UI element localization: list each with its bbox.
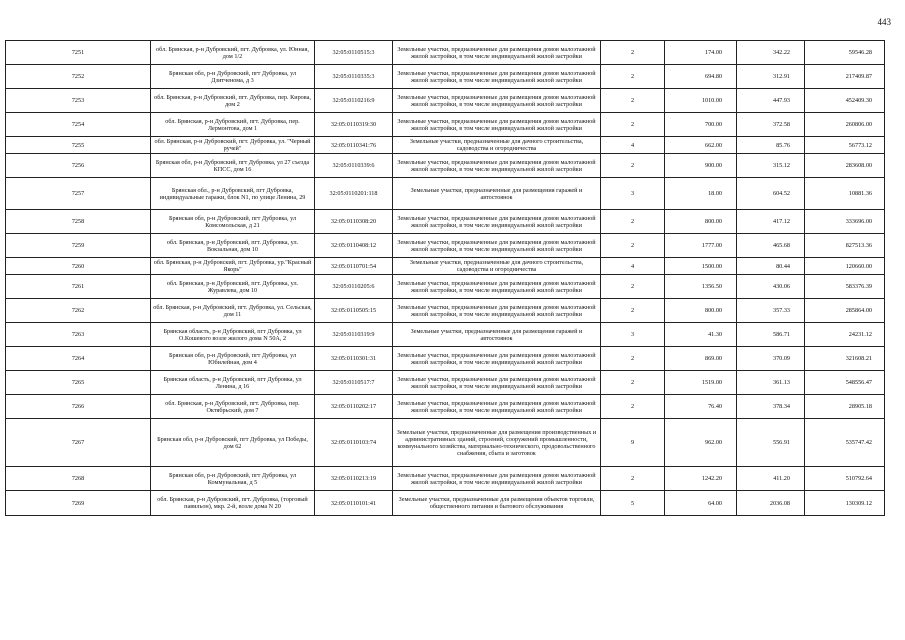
area-cell: 18.00 (665, 178, 737, 210)
category-cell: 5 (601, 491, 665, 516)
land-use-cell: Земельные участки, предназначенные для дачного строительства, садоводства и огородничества (393, 137, 601, 154)
cadastral-value-cell: 548556.47 (805, 371, 885, 395)
address-cell: Брянская область, р-н Дубровский, пгт Дубровка, ул О.Кошевого возле жилого дома N 50А, 2 (151, 323, 315, 347)
address-cell: обл. Брянская, р-н Дубровский, пгт. Дубровка, пер. Кирова, дом 2 (151, 89, 315, 113)
land-use-cell: Земельные участки, предназначенные для размещения домов малоэтажной жилой застройки, в том числе индивидуальной жилой застройки (393, 113, 601, 137)
row-number: 7251 (6, 41, 151, 65)
cadastral-value-cell: 59546.28 (805, 41, 885, 65)
table-row (6, 154, 885, 178)
specific-value-cell: 604.52 (737, 178, 805, 210)
address-cell: обл. Брянская, р-н Дубровский, пгт. Дубровка, пер. Октябрьский, дом 7 (151, 395, 315, 419)
area-cell: 662.00 (665, 137, 737, 154)
cadastral-value-cell: 24231.12 (805, 323, 885, 347)
specific-value-cell: 312.91 (737, 65, 805, 89)
land-use-cell: Земельные участки, предназначенные для размещения домов малоэтажной жилой застройки, в том числе индивидуальной жилой застройки (393, 41, 601, 65)
row-number: 7264 (6, 347, 151, 371)
specific-value-cell: 430.06 (737, 275, 805, 299)
specific-value-cell: 361.13 (737, 371, 805, 395)
table-row (6, 258, 885, 275)
specific-value-cell: 315.12 (737, 154, 805, 178)
cadastral-value-cell: 535747.42 (805, 419, 885, 467)
row-number: 7257 (6, 178, 151, 210)
area-cell: 800.00 (665, 299, 737, 323)
address-cell: Брянская обл., р-н Дубровский, пгт Дубровка, индивидуальные гаражи, блок N1, по улице Ленина, 29 (151, 178, 315, 210)
cadastral-number-cell: 32:05:0110517:7 (315, 371, 393, 395)
specific-value-cell: 378.34 (737, 395, 805, 419)
cadastral-value-cell: 56773.12 (805, 137, 885, 154)
category-cell: 2 (601, 113, 665, 137)
cadastral-value-cell: 10881.36 (805, 178, 885, 210)
row-number: 7268 (6, 467, 151, 491)
category-cell: 4 (601, 258, 665, 275)
area-cell: 900.00 (665, 154, 737, 178)
category-cell: 2 (601, 89, 665, 113)
cadastral-value-cell: 452409.30 (805, 89, 885, 113)
table-row (6, 323, 885, 347)
table-row (6, 89, 885, 113)
cadastral-number-cell: 32:05:0110201:118 (315, 178, 393, 210)
specific-value-cell: 342.22 (737, 41, 805, 65)
cadastral-number-cell: 32:05:0110319:30 (315, 113, 393, 137)
category-cell: 2 (601, 371, 665, 395)
address-cell: Брянская обл, р-н Дубровский, пгт Дубровка, ул Юбилейная, дом 4 (151, 347, 315, 371)
specific-value-cell: 465.68 (737, 234, 805, 258)
cadastral-number-cell: 32:05:0110335:3 (315, 65, 393, 89)
category-cell: 4 (601, 137, 665, 154)
land-use-cell: Земельные участки, предназначенные для размещения домов малоэтажной жилой застройки, в том числе индивидуальной жилой застройки (393, 89, 601, 113)
address-cell: Брянская обл, р-н Дубровский, пгт Дубровка, ул Победы, дом 62 (151, 419, 315, 467)
address-cell: обл. Брянская, р-н Дубровский, пгт. Дубровка, ул. Юнная, дом 1/2 (151, 41, 315, 65)
address-cell: Брянская обл, р-н Дубровский, пгт Дубровка, ул Дзитченома, д 3 (151, 65, 315, 89)
area-cell: 1242.20 (665, 467, 737, 491)
specific-value-cell: 357.33 (737, 299, 805, 323)
table-row (6, 234, 885, 258)
category-cell: 2 (601, 395, 665, 419)
category-cell: 2 (601, 41, 665, 65)
land-use-cell: Земельные участки, предназначенные для размещения производственных и административных зданий, строений, сооружений промышленности, коммунального хозяйства, материально-технического, продовольственного снабжения, сбыта и заготовок (393, 419, 601, 467)
area-cell: 1010.00 (665, 89, 737, 113)
area-cell: 869.00 (665, 347, 737, 371)
row-number: 7262 (6, 299, 151, 323)
cadastral-value-cell: 217409.87 (805, 65, 885, 89)
cadastral-value-cell: 285864.00 (805, 299, 885, 323)
table-row (6, 41, 885, 65)
table-row (6, 299, 885, 323)
land-use-cell: Земельные участки, предназначенные для размещения домов малоэтажной жилой застройки, в том числе индивидуальной жилой застройки (393, 65, 601, 89)
address-cell: обл. Брянская, р-н Дубровский, пгт. Дубровка, ул. Журавлева, дом 10 (151, 275, 315, 299)
table-row (6, 371, 885, 395)
address-cell: Брянская обл, р-н Дубровский, пгт Дубровка, ул 27 съезда КПСС, дом 16 (151, 154, 315, 178)
table-row (6, 65, 885, 89)
cadastral-number-cell: 32:05:0110319:9 (315, 323, 393, 347)
land-use-cell: Земельные участки, предназначенные для размещения домов малоэтажной жилой застройки, в том числе индивидуальной жилой застройки (393, 347, 601, 371)
page-number: 443 (877, 17, 891, 27)
cadastral-number-cell: 32:05:0110202:17 (315, 395, 393, 419)
cadastral-number-cell: 32:05:0110505:15 (315, 299, 393, 323)
cadastral-number-cell: 32:05:0110301:31 (315, 347, 393, 371)
address-cell: обл. Брянская, р-н Дубровский, пгт. Дубровка, ул. "Черный ручей" (151, 137, 315, 154)
cadastral-number-cell: 32:05:0110701:54 (315, 258, 393, 275)
row-number: 7254 (6, 113, 151, 137)
row-number: 7267 (6, 419, 151, 467)
row-number: 7252 (6, 65, 151, 89)
cadastral-number-cell: 32:05:0110339:6 (315, 154, 393, 178)
table-row (6, 113, 885, 137)
address-cell: обл. Брянская, р-н Дубровский, пгт. Дубровка, ур."Красный Якорь" (151, 258, 315, 275)
address-cell: обл. Брянская, р-н Дубровский, пгт. Дубровка, ул. Вокзальная, дом 10 (151, 234, 315, 258)
area-cell: 694.80 (665, 65, 737, 89)
row-number: 7263 (6, 323, 151, 347)
specific-value-cell: 80.44 (737, 258, 805, 275)
specific-value-cell: 370.09 (737, 347, 805, 371)
land-use-cell: Земельные участки, предназначенные для размещения домов малоэтажной жилой застройки, в том числе индивидуальной жилой застройки (393, 234, 601, 258)
area-cell: 1356.50 (665, 275, 737, 299)
row-number: 7269 (6, 491, 151, 516)
specific-value-cell: 556.91 (737, 419, 805, 467)
row-number: 7265 (6, 371, 151, 395)
specific-value-cell: 85.76 (737, 137, 805, 154)
cadastral-number-cell: 32:05:0110515:3 (315, 41, 393, 65)
table-row (6, 491, 885, 516)
table-row (6, 275, 885, 299)
area-cell: 64.00 (665, 491, 737, 516)
category-cell: 3 (601, 178, 665, 210)
land-use-cell: Земельные участки, предназначенные для размещения домов малоэтажной жилой застройки, в том числе индивидуальной жилой застройки (393, 395, 601, 419)
land-use-cell: Земельные участки, предназначенные для размещения гаражей и автостоянок (393, 323, 601, 347)
cadastral-value-cell: 827513.36 (805, 234, 885, 258)
land-use-cell: Земельные участки, предназначенные для размещения домов малоэтажной жилой застройки, в том числе индивидуальной жилой застройки (393, 371, 601, 395)
category-cell: 2 (601, 154, 665, 178)
table-row (6, 347, 885, 371)
table-body (6, 41, 885, 516)
cadastral-value-cell: 583376.39 (805, 275, 885, 299)
cadastral-value-cell: 321608.21 (805, 347, 885, 371)
land-use-cell: Земельные участки, предназначенные для размещения домов малоэтажной жилой застройки, в том числе индивидуальной жилой застройки (393, 210, 601, 234)
table-row (6, 395, 885, 419)
land-use-cell: Земельные участки, предназначенные для размещения домов малоэтажной жилой застройки, в том числе индивидуальной жилой застройки (393, 154, 601, 178)
row-number: 7255 (6, 137, 151, 154)
specific-value-cell: 411.20 (737, 467, 805, 491)
cadastral-value-cell: 28905.18 (805, 395, 885, 419)
cadastral-number-cell: 32:05:0110101:41 (315, 491, 393, 516)
row-number: 7260 (6, 258, 151, 275)
area-cell: 41.30 (665, 323, 737, 347)
specific-value-cell: 586.71 (737, 323, 805, 347)
address-cell: Брянская область, р-н Дубровский, пгт Дубровка, ул Ленина, д 16 (151, 371, 315, 395)
land-use-cell: Земельные участки, предназначенные для размещения гаражей и автостоянок (393, 178, 601, 210)
cadastral-value-cell: 260806.00 (805, 113, 885, 137)
area-cell: 962.00 (665, 419, 737, 467)
cadastral-number-cell: 32:05:0110408:12 (315, 234, 393, 258)
table-row (6, 137, 885, 154)
address-cell: обл. Брянская, р-н Дубровский, пгт. Дубровка, ул. Сельская, дом 11 (151, 299, 315, 323)
cadastral-value-cell: 120660.00 (805, 258, 885, 275)
row-number: 7256 (6, 154, 151, 178)
area-cell: 800.00 (665, 210, 737, 234)
land-use-cell: Земельные участки, предназначенные для размещения домов малоэтажной жилой застройки, в том числе индивидуальной жилой застройки (393, 299, 601, 323)
address-cell: Брянская обл, р-н Дубровский, пгт Дубровка, ул Коммунальная, д 5 (151, 467, 315, 491)
area-cell: 700.00 (665, 113, 737, 137)
table-row (6, 178, 885, 210)
specific-value-cell: 2036.08 (737, 491, 805, 516)
category-cell: 2 (601, 467, 665, 491)
row-number: 7253 (6, 89, 151, 113)
address-cell: Брянская обл, р-н Дубровский, пгт Дубровка, ул Комсомольская, д 21 (151, 210, 315, 234)
category-cell: 2 (601, 275, 665, 299)
area-cell: 174.00 (665, 41, 737, 65)
area-cell: 1777.00 (665, 234, 737, 258)
cadastral-number-cell: 32:05:0110308:20 (315, 210, 393, 234)
address-cell: обл. Брянская, р-н Дубровский, пгт. Дубровка, (торговый павильон), мкр. 2-й, возле дома N 20 (151, 491, 315, 516)
land-use-cell: Земельные участки, предназначенные для размещения объектов торговли, общественного питания и бытового обслуживания (393, 491, 601, 516)
area-cell: 1519.00 (665, 371, 737, 395)
table-row (6, 467, 885, 491)
land-use-cell: Земельные участки, предназначенные для размещения домов малоэтажной жилой застройки, в том числе индивидуальной жилой застройки (393, 467, 601, 491)
row-number: 7261 (6, 275, 151, 299)
cadastral-value-cell: 333696.00 (805, 210, 885, 234)
category-cell: 2 (601, 299, 665, 323)
cadastral-value-cell: 510792.64 (805, 467, 885, 491)
land-use-cell: Земельные участки, предназначенные для размещения домов малоэтажной жилой застройки, в том числе индивидуальной жилой застройки (393, 275, 601, 299)
cadastral-number-cell: 32:05:0110213:19 (315, 467, 393, 491)
row-number: 7259 (6, 234, 151, 258)
cadastral-value-cell: 130309.12 (805, 491, 885, 516)
specific-value-cell: 372.58 (737, 113, 805, 137)
land-use-cell: Земельные участки, предназначенные для дачного строительства, садоводства и огородничества (393, 258, 601, 275)
category-cell: 9 (601, 419, 665, 467)
category-cell: 2 (601, 347, 665, 371)
cadastral-number-cell: 32:05:0110216:9 (315, 89, 393, 113)
address-cell: обл. Брянская, р-н Дубровский, пгт. Дубровка, пер. Лермонтова, дом 1 (151, 113, 315, 137)
row-number: 7258 (6, 210, 151, 234)
cadastral-value-table (5, 40, 885, 516)
category-cell: 2 (601, 65, 665, 89)
specific-value-cell: 447.93 (737, 89, 805, 113)
area-cell: 1500.00 (665, 258, 737, 275)
table-row (6, 210, 885, 234)
cadastral-number-cell: 32:05:0110205:6 (315, 275, 393, 299)
category-cell: 2 (601, 234, 665, 258)
cadastral-number-cell: 32:05:0110341:76 (315, 137, 393, 154)
row-number: 7266 (6, 395, 151, 419)
specific-value-cell: 417.12 (737, 210, 805, 234)
cadastral-number-cell: 32:05:0110103:74 (315, 419, 393, 467)
cadastral-value-cell: 283608.00 (805, 154, 885, 178)
area-cell: 76.40 (665, 395, 737, 419)
category-cell: 3 (601, 323, 665, 347)
category-cell: 2 (601, 210, 665, 234)
table-row (6, 419, 885, 467)
